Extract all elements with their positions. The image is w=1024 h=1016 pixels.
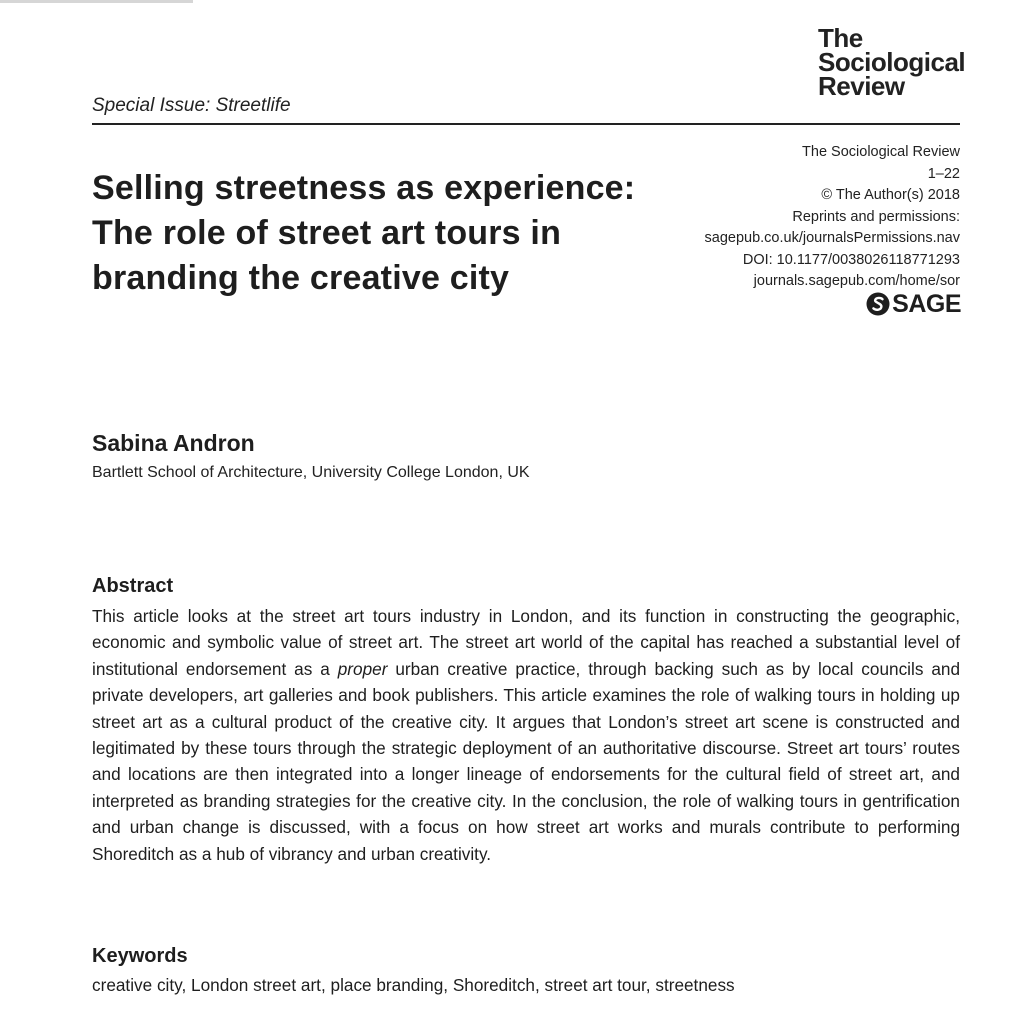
- journal-logo-line: Review: [818, 71, 905, 101]
- abstract-body: [92, 603, 960, 867]
- sage-logo-icon: [866, 292, 890, 316]
- publisher-logo: [866, 291, 961, 317]
- abstract-emphasis: proper: [337, 658, 388, 679]
- journal-logo-line: The: [818, 23, 863, 53]
- top-edge-rule: [0, 0, 193, 3]
- abstract-text-part: This article looks at the street art tours industry in London, and its function in constructing the geographic, economic and symbolic value of street art. The street art world of the capital has reached a substantial level of institutional endorsement as a: [92, 606, 960, 679]
- article-title: Selling streetness as experience: The role of street art tours in branding the creative city: [92, 169, 636, 297]
- author-name: Sabina Andron: [92, 430, 255, 456]
- author-affiliation: Bartlett School of Architecture, University College London, UK: [92, 464, 530, 481]
- meta-home-link[interactable]: journals.sagepub.com/home/sor: [753, 273, 960, 289]
- meta-reprints: Reprints and permissions:: [792, 208, 960, 225]
- article-metadata: [620, 142, 960, 293]
- keywords-heading: Keywords: [92, 945, 188, 967]
- keywords-list: creative city, London street art, place branding, Shoreditch, street art tour, streetness: [92, 975, 735, 995]
- special-issue-label: Special Issue: Streetlife: [92, 95, 291, 116]
- meta-permissions-link[interactable]: sagepub.co.uk/journalsPermissions.nav: [704, 230, 960, 246]
- abstract-text-part: urban creative practice, through backing such as by local councils and private developers, art galleries and book publishers. This article examines the role of walking tours in holding up street art as a cultural product of the creative city. It argues that London’s street art scene is constructed and legitimated by these tours through the strategic deployment of an authoritative discourse. Street art tours’ routes and locations are then integrated into a longer lineage of endorsements for the cultural field of street art, and interpreted as branding strategies for the creative city. In the conclusion, the role of walking tours in gentrification and urban change is discussed, with a focus on how street art works and murals contribute to performing Shoreditch as a hub of vibrancy and urban creativity.: [92, 658, 961, 864]
- meta-copyright: © The Author(s) 2018: [821, 187, 960, 203]
- journal-logo: [818, 23, 988, 101]
- meta-journal: The Sociological Review: [802, 144, 960, 160]
- meta-pages: 1–22: [927, 165, 960, 182]
- header-divider: [92, 123, 960, 125]
- journal-logo-line: Sociological: [818, 47, 966, 77]
- publisher-name: SAGE: [892, 290, 961, 318]
- meta-doi[interactable]: DOI: 10.1177/0038026118771293: [742, 251, 960, 268]
- abstract-heading: Abstract: [92, 575, 174, 597]
